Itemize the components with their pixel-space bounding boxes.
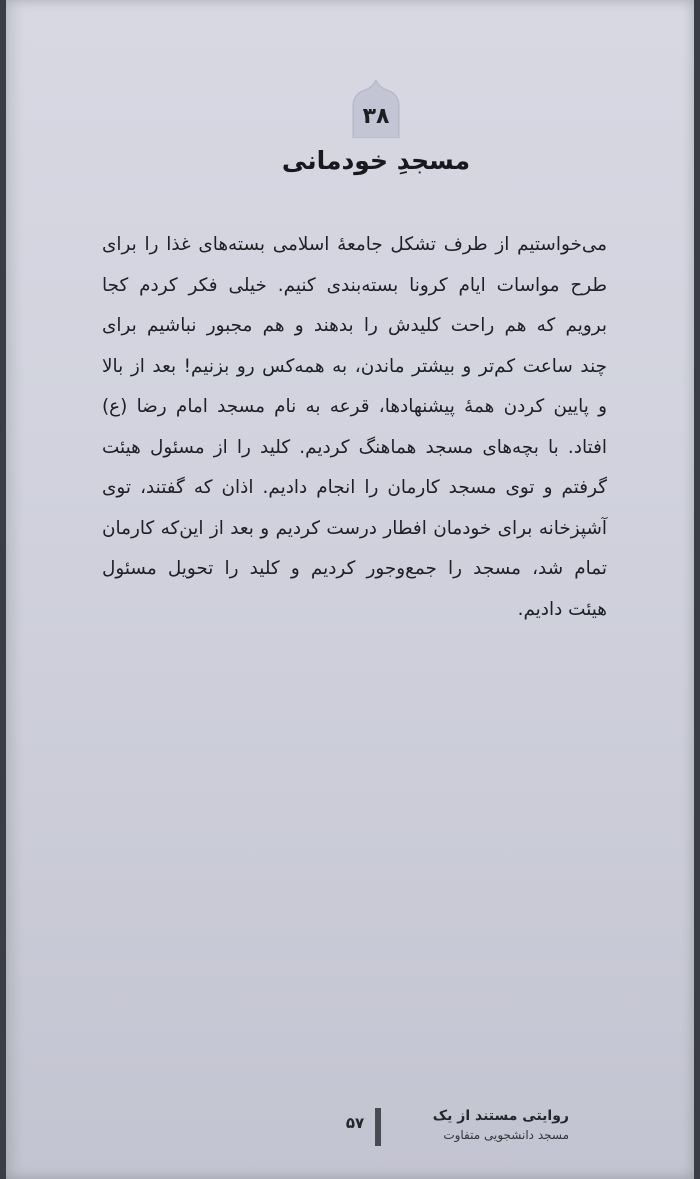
footer-divider bbox=[375, 1108, 381, 1146]
body-text bbox=[102, 225, 607, 630]
body-line: گرفتم و توی مسجد کارمان را انجام دادیم. اذان که گفتند، توی bbox=[102, 477, 607, 498]
body-line: و پایین کردن همهٔ پیشنهادها، قرعه به نام مسجد امام رضا (ع) bbox=[102, 396, 607, 417]
page-footer bbox=[340, 1104, 570, 1150]
body-line: آشپزخانه برای خودمان افطار درست کردیم و بعد از این‌که کارمان bbox=[102, 517, 607, 539]
book-page bbox=[6, 0, 694, 1179]
body-line: هیئت دادیم. bbox=[517, 598, 607, 620]
body-line: می‌خواستیم از طرف تشکل جامعهٔ اسلامی بسته‌های غذا را برای bbox=[102, 234, 607, 255]
chapter-title: مسجدِ خودمانی bbox=[281, 146, 471, 175]
footer-book-title: روایتی مستند از یک bbox=[432, 1108, 569, 1124]
footer-book-subtitle: مسجد دانشجویی متفاوت bbox=[443, 1128, 569, 1142]
body-line: افتاد. با بچه‌های مسجد هماهنگ کردیم. کلید را از مسئول هیئت bbox=[102, 436, 607, 458]
body-line: چند ساعت کم‌تر و بیشتر ماندن، به همه‌کس رو بزنیم! بعد از بالا bbox=[102, 355, 607, 377]
body-line: طرح مواسات ایام کرونا بسته‌بندی کنیم. خیلی فکر کردم کجا bbox=[102, 274, 607, 296]
body-line: برویم که هم راحت کلیدش را بدهند و هم مجبور نباشیم برای bbox=[102, 315, 607, 336]
body-line: تمام شد، مسجد را جمع‌وجور کردیم و کلید را تحویل مسئول bbox=[102, 558, 607, 579]
chapter-number: ۳۸ bbox=[362, 104, 390, 129]
page-number: ۵۷ bbox=[345, 1114, 365, 1132]
chapter-number-badge bbox=[345, 80, 407, 138]
